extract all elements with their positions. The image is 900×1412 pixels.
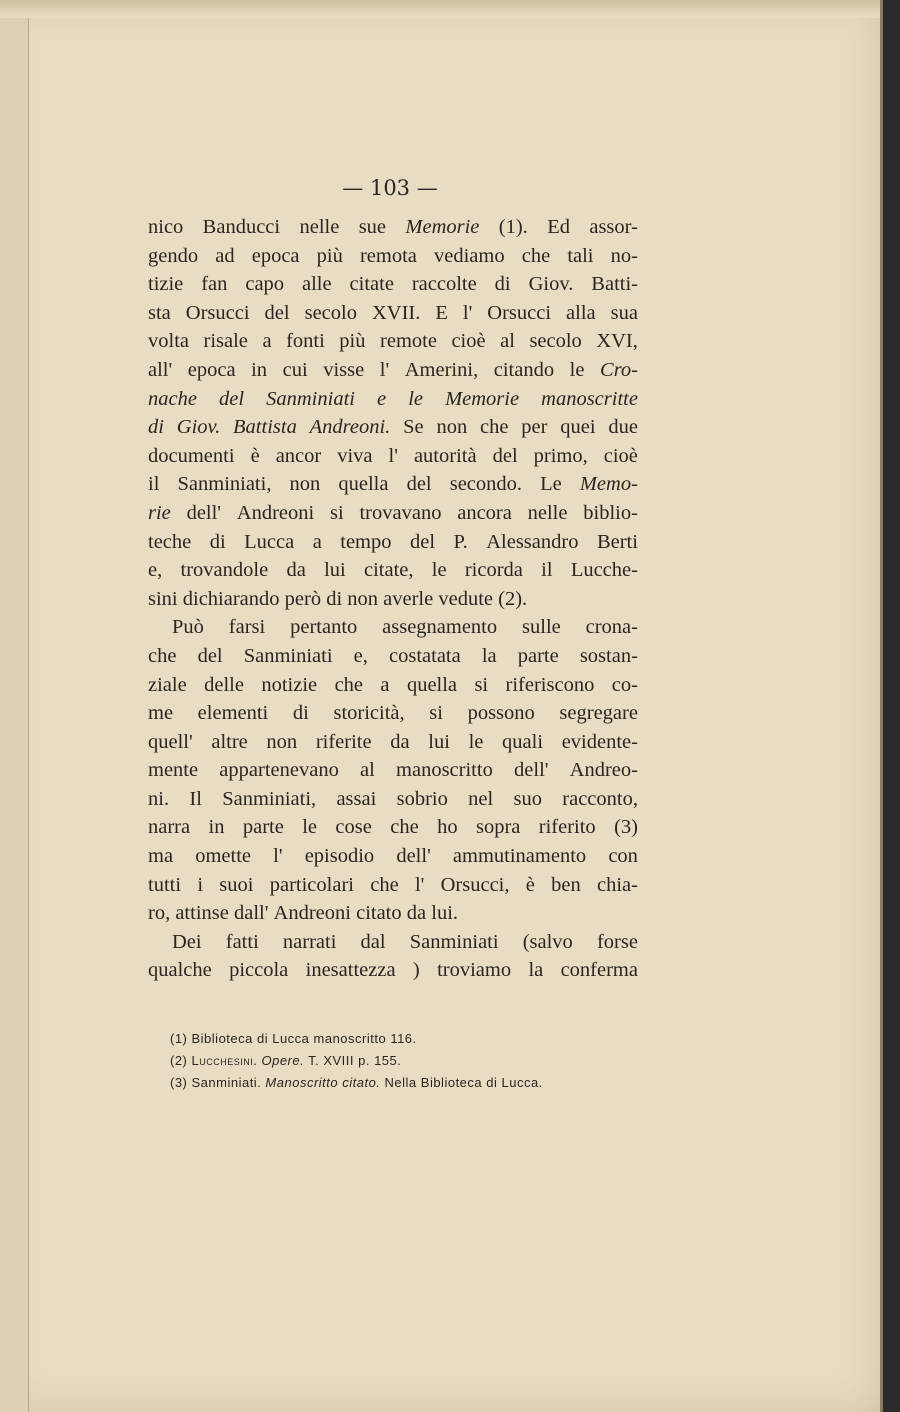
word: più [339,330,366,353]
word: Andreoni. [309,416,391,439]
word: nel [468,787,494,810]
word: suoi [219,873,254,896]
word: sta [148,301,171,324]
footnotes [170,1028,543,1094]
text-line [148,499,638,528]
text-line [148,299,638,328]
footnote [170,1028,543,1050]
word: Lucca [244,530,295,553]
word: elementi [197,702,269,725]
word: Sanminiati [409,930,499,953]
word: Dei [172,930,202,953]
word: Le [540,473,562,496]
text-line [148,356,638,385]
word: le [569,358,585,381]
word: Può [172,616,204,639]
word: (salvo [522,930,573,953]
word: delle [204,673,244,696]
word: episodio [304,845,375,868]
word: dall' [233,902,274,925]
word: e [377,387,387,410]
footnote-text: (2) [170,1053,192,1068]
word: ancora [457,501,512,524]
word: citato [356,902,407,925]
word: ben [551,873,581,896]
word: XVI, [596,330,638,353]
word: a [262,330,272,353]
word: lui [324,559,346,582]
word: evidente- [561,730,638,753]
word: di [326,587,348,610]
page-top-edge [0,0,880,18]
word: tutti [148,873,182,896]
word: sobrio [396,787,448,810]
word: due [608,416,638,439]
word: inesattezza [305,959,396,982]
text-line [148,442,638,471]
word: gendo [148,244,199,267]
word: ni. [148,787,170,810]
word: con [608,845,638,868]
word: l' [379,358,390,381]
footnote [170,1050,543,1072]
word: dichiarando [182,587,285,610]
word: si [474,673,489,696]
text-line [148,642,638,671]
word: di [148,416,164,439]
word: del [197,644,223,667]
word: omette [195,845,251,868]
word: non [289,473,321,496]
body-text [148,213,638,985]
word: da [406,902,432,925]
word: non [436,416,468,439]
word: trovavano [359,501,442,524]
text-line [148,327,638,356]
word: sue [358,216,387,238]
word: parte [242,816,284,839]
word: secondo. [449,473,523,496]
word: di [494,273,511,296]
word: tempo [340,530,392,553]
word: non [347,587,384,610]
word: Il [189,787,202,810]
word: riferiscono [505,673,595,696]
word: alla [566,301,596,324]
word: remote [380,330,437,353]
word: Sanminiati [243,644,333,667]
word: del [406,473,432,496]
word: le [468,730,484,753]
word: cioè [451,330,486,353]
word: (3) [614,816,638,839]
word: nelle [299,216,340,238]
text-line [148,385,638,414]
word: al [500,330,515,353]
word: racconto, [562,787,638,810]
word: lui. [431,902,464,925]
word: nelle [527,501,568,524]
footnote [170,1072,543,1094]
word: più [316,244,343,267]
footnote-text: (1) Biblioteca di Lucca manoscritto 116. [170,1031,417,1046]
footnote-text: Manoscritto citato. [265,1075,381,1090]
word: primo, [533,444,588,467]
word: XVII. [371,301,421,324]
word: ) [412,959,420,982]
word: la [481,644,497,667]
word: cose [335,816,372,839]
word: sini [148,587,183,610]
word: da [390,730,410,753]
word: del [409,530,436,553]
footnote-text: Nella Biblioteca di Lucca. [380,1075,543,1090]
word: fatti [225,930,259,953]
word: (1). [498,216,528,238]
word: epoca [187,358,236,381]
word: E [435,301,448,324]
word: narra [148,816,191,839]
word: no- [610,244,638,267]
word: capo [245,273,285,296]
word: Alessandro [486,530,579,553]
text-line [148,956,638,985]
text-line [148,585,638,614]
word: che [521,244,551,267]
word: tizie [148,273,184,296]
word: ancor [275,444,322,467]
word: nico [148,216,184,238]
word: Banducci [202,216,281,238]
word: del [264,301,290,324]
word: manoscritte [541,387,638,410]
word: i [197,873,204,896]
word: lui [428,730,450,753]
text-line [148,699,638,728]
word: alle [302,273,332,296]
word: vediamo [434,244,505,267]
footnote-text: Lucchesini. [191,1053,258,1068]
word: (2). [498,587,533,610]
word: quali [502,730,544,753]
word: Berti [596,530,638,553]
word: secolo [529,330,582,353]
word: quella [406,673,458,696]
word: al [360,759,375,782]
word: si [330,501,344,524]
word: assor- [589,216,638,238]
word: in [251,358,268,381]
word: a [312,530,322,553]
word: dal [360,930,386,953]
word: è [525,873,535,896]
word: in [208,816,225,839]
word: ammutinamento [452,845,587,868]
word: forse [596,930,638,953]
word: me [148,702,174,725]
word: che [370,873,399,896]
word: le [302,816,318,839]
word: appartenevano [219,759,339,782]
word: ziale [148,673,187,696]
word: raccolte [411,273,477,296]
word: cui [282,358,308,381]
word: assegnamento [382,616,498,639]
word: di [209,530,226,553]
word: Sanminiati, [177,473,272,496]
word: mente [148,759,199,782]
word: viva [337,444,373,467]
word: e, [148,559,163,582]
word: all' [148,358,173,381]
word: quei [560,416,596,439]
word: la [528,959,544,982]
previous-page-edge [0,0,29,1412]
word: documenti [148,444,235,467]
word: remota [359,244,417,267]
footnote-text: Opere. [261,1053,305,1068]
word: chia- [597,873,638,896]
word: risale [203,330,248,353]
word: ma [148,845,174,868]
word: riferito [538,816,596,839]
word: del [492,444,518,467]
word: Cro- [600,358,638,381]
word: l' [388,444,398,467]
word: sostan- [579,644,638,667]
word: piccola [229,959,289,982]
word: citate [349,273,394,296]
word: e, [353,644,368,667]
word: sua [610,301,638,324]
word: è [250,444,260,467]
word: non [266,730,298,753]
footnote-text: (3) Sanminiati. [170,1075,266,1090]
word: epoca [251,244,300,267]
text-line [148,556,638,585]
text-line [148,928,638,957]
text-line [148,671,638,700]
word: P. [453,530,468,553]
word: conferma [560,959,638,982]
word: suo [513,787,542,810]
word: possono [467,702,535,725]
word: citate, [363,559,414,582]
text-line [148,528,638,557]
word: si [429,702,443,725]
text-line [148,613,638,642]
word: Andreoni [236,501,315,524]
text-line [148,470,638,499]
word: ro, [148,902,176,925]
word: Memorie [405,216,480,238]
word: segregare [559,702,638,725]
footnote-text: T. XVIII p. 155. [304,1053,402,1068]
text-line [148,756,638,785]
word: averle [383,587,439,610]
word: che [334,673,364,696]
word: manoscritto [396,759,493,782]
word: Battista [233,416,297,439]
word: da [286,559,306,582]
word: il [148,473,160,496]
word: nache [148,387,197,410]
text-line [148,785,638,814]
word: quell' [148,730,193,753]
word: Batti- [591,273,638,296]
word: Lucche- [570,559,638,582]
word: dell' [396,845,431,868]
word: per [521,416,548,439]
word: sopra [475,816,521,839]
word: l' [414,873,425,896]
word: qualche [148,959,212,982]
word: secolo [304,301,357,324]
text-line [148,413,638,442]
word: Orsucci, [440,873,510,896]
word: Amerini, [404,358,479,381]
word: però [284,587,327,610]
word: particolari [269,873,354,896]
text-line [148,871,638,900]
word: ricorda [464,559,523,582]
word: cioè [603,444,638,467]
word: Andreo- [569,759,638,782]
word: crona- [585,616,638,639]
word: Sanminiati, [222,787,317,810]
text-line [148,899,638,928]
text-line [148,813,638,842]
word: sulle [522,616,561,639]
word: notizie [261,673,318,696]
word: Giov. [176,416,221,439]
word: altre [211,730,248,753]
word: le [431,559,447,582]
text-line [148,213,638,242]
word: troviamo [437,959,512,982]
word: Se [403,416,424,439]
word: quella [338,473,389,496]
word: il [541,559,553,582]
word: a [380,673,390,696]
word: teche [148,530,192,553]
word: vedute [438,587,499,610]
word: ho [437,816,458,839]
word: autorità [413,444,477,467]
word: trovandole [180,559,269,582]
word: parte [517,644,559,667]
word: tali [567,244,594,267]
word: citando [493,358,555,381]
word: che [390,816,419,839]
word: le [408,387,423,410]
word: l' [273,845,283,868]
word: narrati [282,930,337,953]
word: fan [201,273,228,296]
word: Orsucci [487,301,552,324]
word: attinse [175,902,234,925]
word: Orsucci [185,301,250,324]
word: Memorie [445,387,520,410]
text-line [148,242,638,271]
word: Sanminiati [266,387,355,410]
word: Andreoni [273,902,357,925]
word: Giov. [528,273,574,296]
word: Memo- [579,473,638,496]
word: costatata [389,644,461,667]
word: storicità, [333,702,405,725]
word: volta [148,330,189,353]
word: dell' [514,759,549,782]
word: che [148,644,177,667]
word: del [219,387,245,410]
word: rie [148,501,171,524]
page-number: — 103 — [342,176,438,200]
word: visse [323,358,365,381]
word: pertanto [290,616,358,639]
text-line [148,842,638,871]
word: riferite [315,730,372,753]
word: l' [462,301,473,324]
word: Ed [547,216,570,238]
word: co- [611,673,638,696]
word: che [480,416,509,439]
word: fonti [286,330,325,353]
text-line [148,270,638,299]
word: biblio- [583,501,638,524]
word: farsi [228,616,266,639]
word: di [292,702,309,725]
word: assai [336,787,377,810]
word: dell' [186,501,221,524]
text-line [148,728,638,757]
word: ad [215,244,235,267]
